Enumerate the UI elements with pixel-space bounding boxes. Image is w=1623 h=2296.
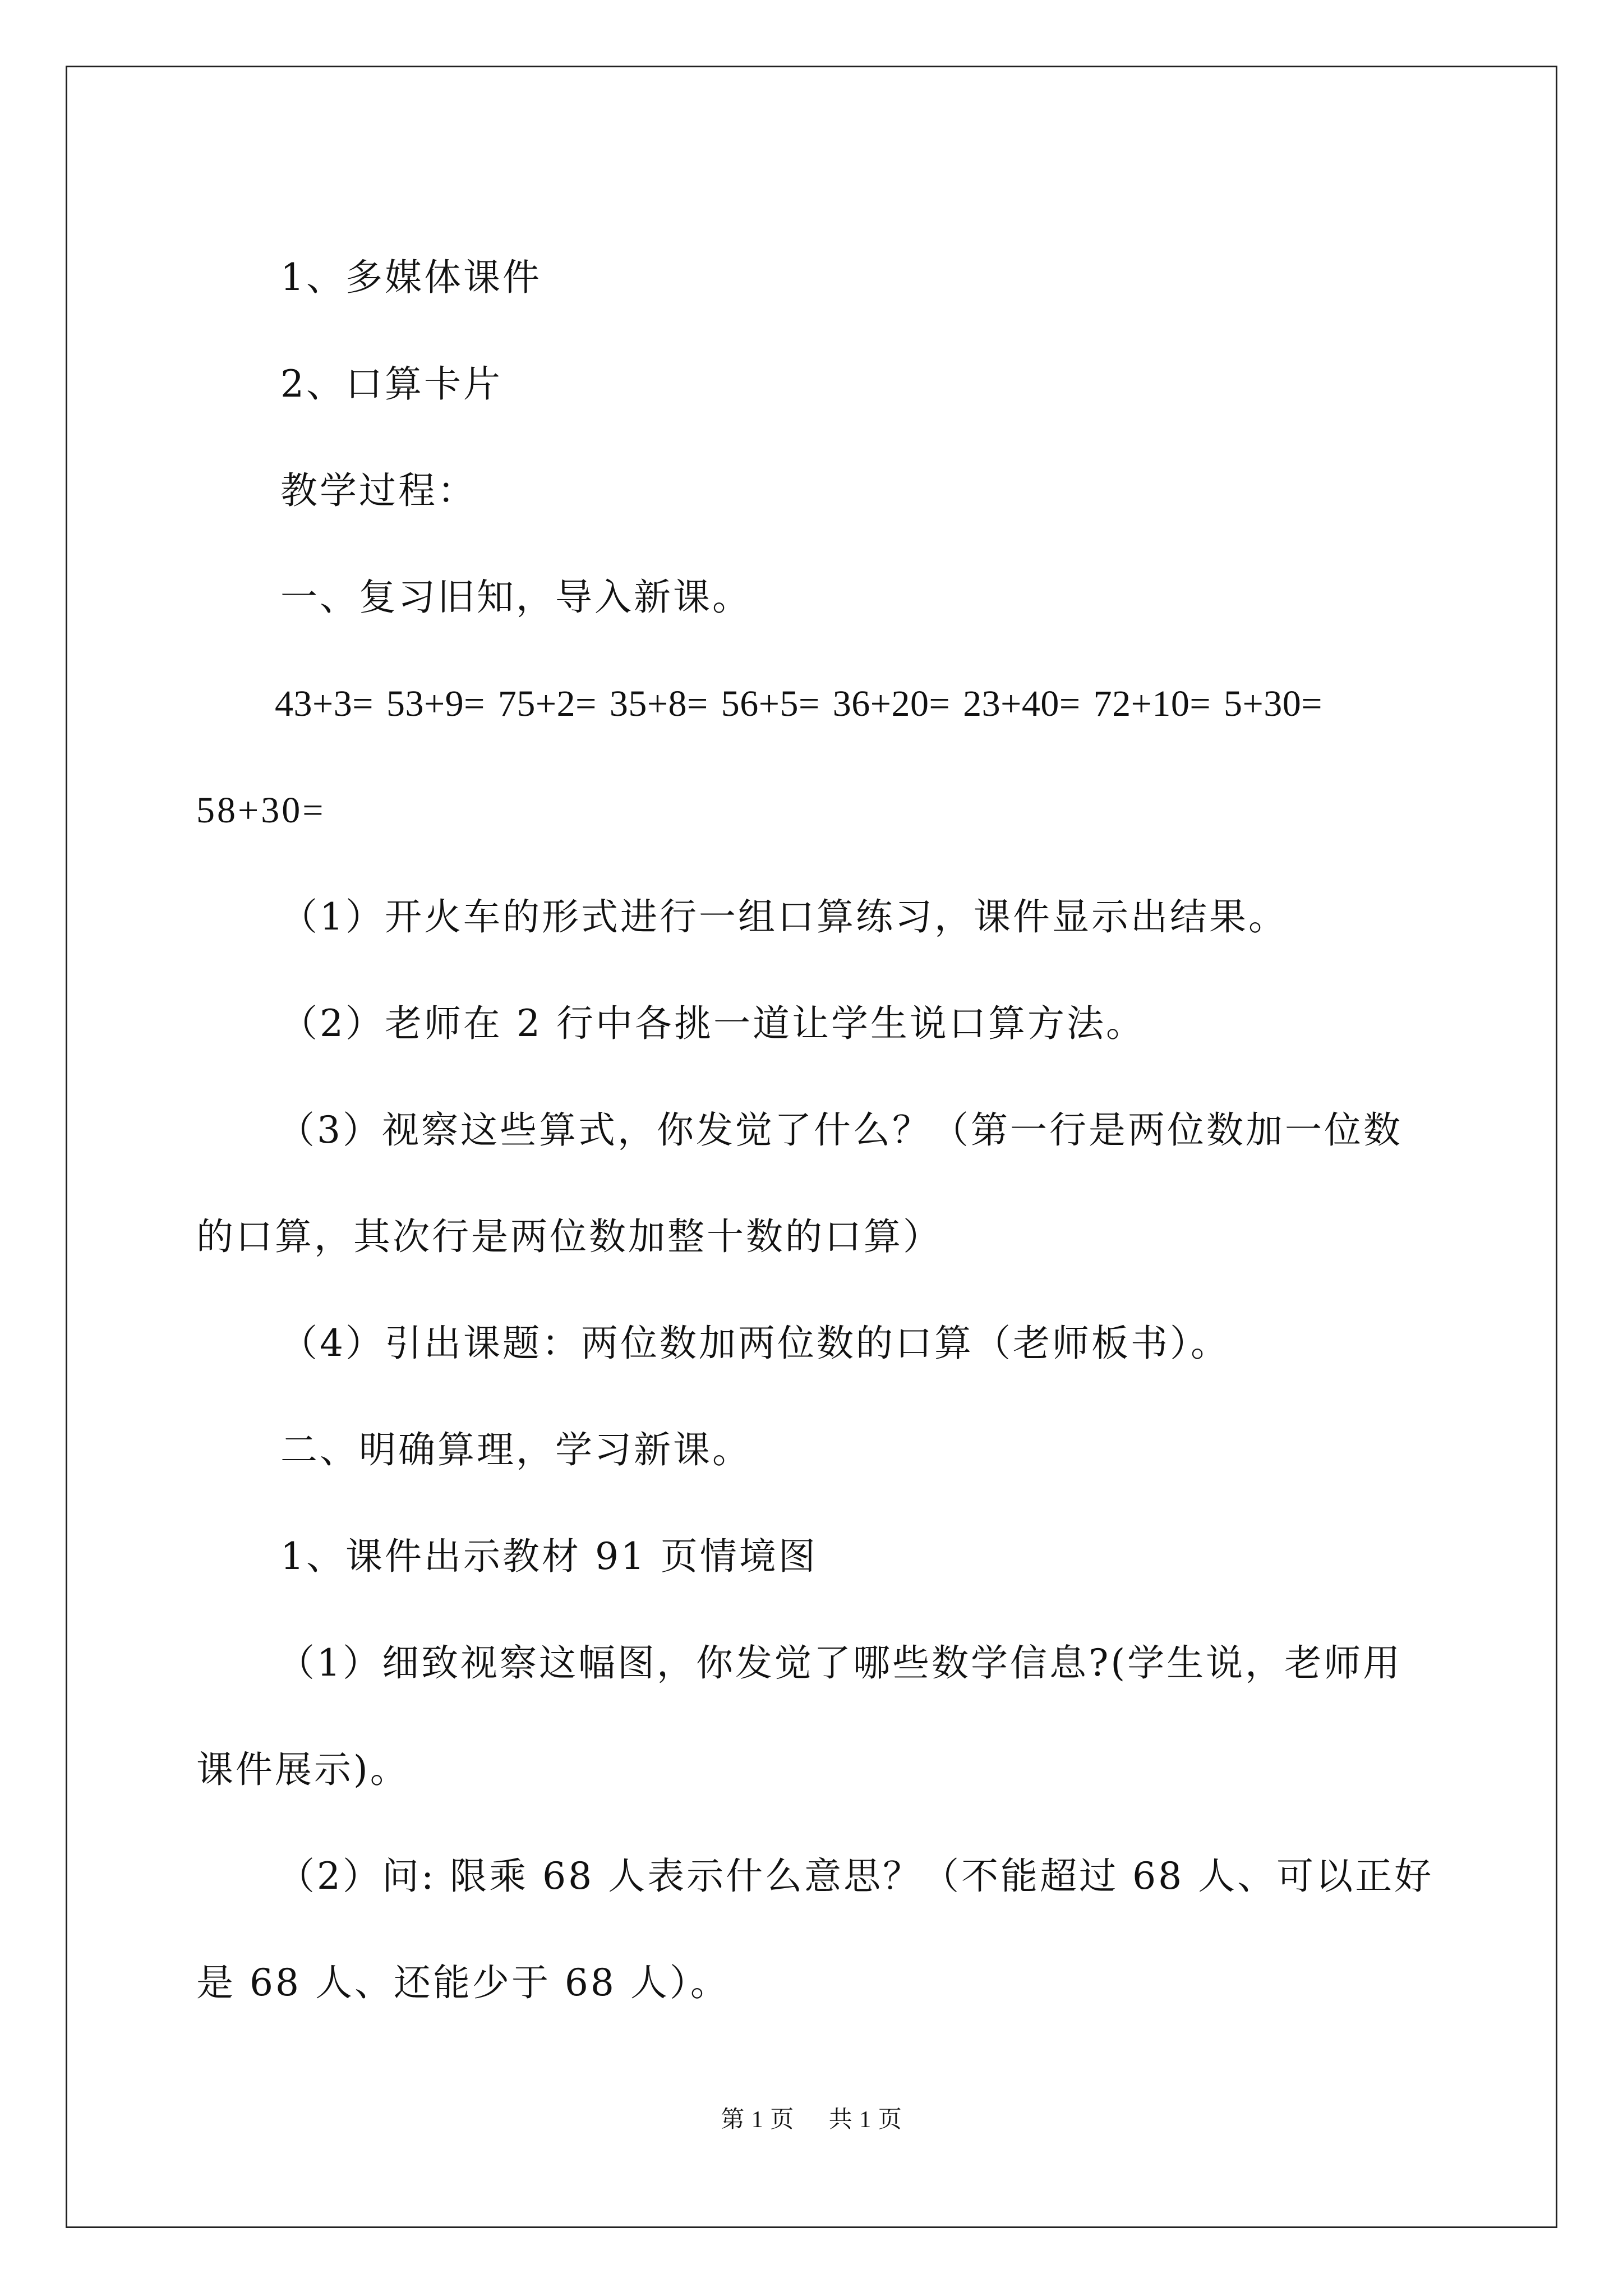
arithmetic-exercises: 43+3= 53+9= 75+2= 35+8= 56+5= 36+20= 23+40= 72+10= 5+30= bbox=[275, 683, 1322, 724]
step-4-paragraph: （4）引出课题：两位数加两位数的口算（老师板书）。 bbox=[280, 1322, 1230, 1365]
document-body bbox=[196, 224, 1434, 2036]
list-item-multimedia: 1、多媒体课件 bbox=[280, 256, 542, 299]
list-item-cards: 2、口算卡片 bbox=[280, 362, 502, 406]
section-heading-new-lesson: 二、明确算理，学习新课。 bbox=[280, 1428, 751, 1471]
section-heading-review: 一、复习旧知，导入新课。 bbox=[280, 576, 751, 619]
page-number: 第 1 页 bbox=[721, 2107, 795, 2133]
step-1-paragraph: （1）开火车的形式进行一组口算练习，课件显示出结果。 bbox=[280, 895, 1288, 938]
arithmetic-exercises-continued: 58+30= bbox=[196, 790, 326, 831]
textbook-illustration-item: 1、课件出示教材 91 页情境图 bbox=[280, 1535, 818, 1578]
section-heading-process: 教学过程： bbox=[280, 469, 477, 512]
step-2-paragraph: （2）老师在 2 行中各挑一道让学生说口算方法。 bbox=[280, 1002, 1145, 1045]
page-footer bbox=[0, 2101, 1623, 2134]
capacity-question-paragraph: （2）问: 限乘 68 人表示什么意思？（不能超过 68 人、可以正好是 68 人、还能少于 68 人）。 bbox=[196, 1855, 1434, 2004]
observe-question-paragraph: （1）细致视察这幅图，你发觉了哪些数学信息?(学生说，老师用课件展示)。 bbox=[196, 1641, 1403, 1791]
page-total: 共 1 页 bbox=[828, 2107, 902, 2133]
step-3-paragraph: （3）视察这些算式，你发觉了什么？（第一行是两位数加一位数的口算，其次行是两位数加整十数的口算） bbox=[196, 1108, 1403, 1258]
